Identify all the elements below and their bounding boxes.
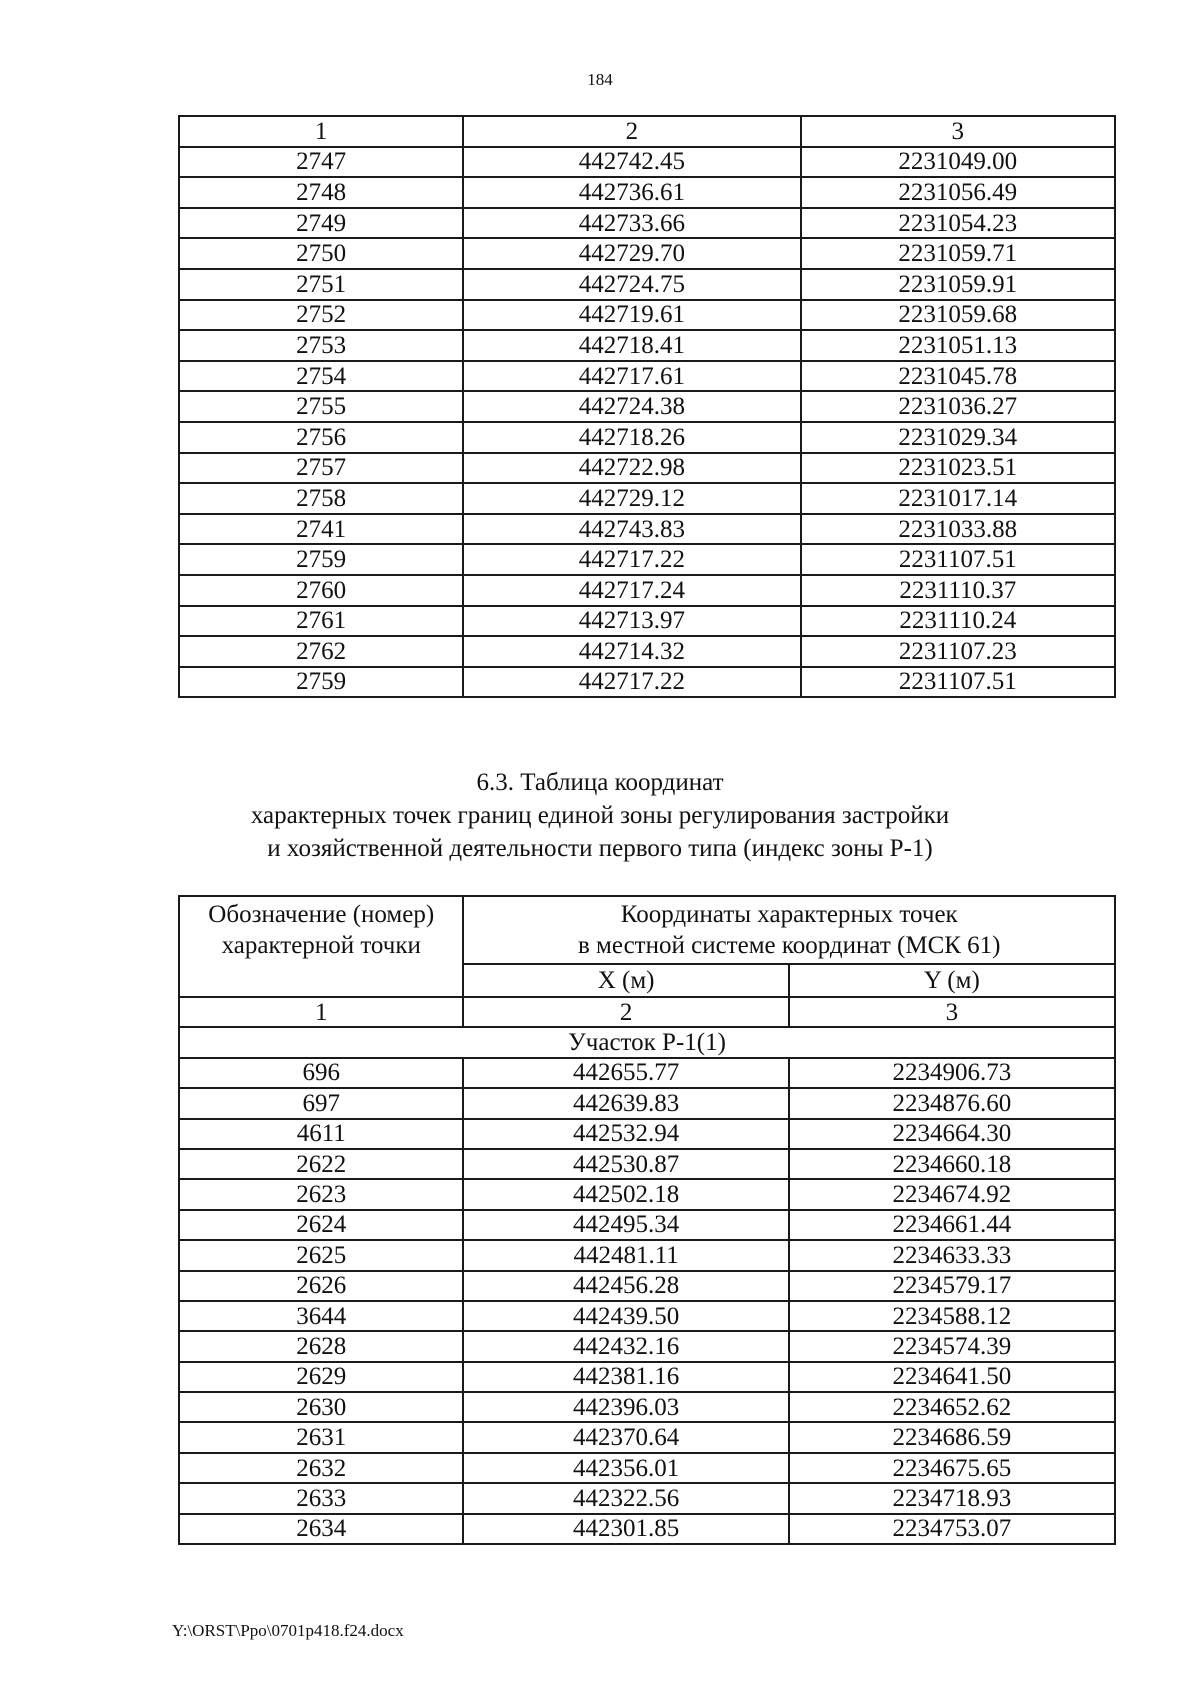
x-coordinate-cell: 442439.50 [463, 1301, 788, 1331]
table-row [179, 1453, 1115, 1483]
y-coordinate-cell: 2231059.71 [801, 238, 1115, 269]
table-row [179, 177, 1115, 208]
table-row [179, 514, 1115, 545]
x-coordinate-cell: 442743.83 [463, 514, 800, 545]
y-coordinate-cell: 2231033.88 [801, 514, 1115, 545]
table-caption-title: 6.3. Таблица координат [476, 769, 724, 796]
y-coordinate-cell: 2231059.91 [801, 269, 1115, 300]
point-number-cell: 3644 [179, 1301, 463, 1331]
x-coordinate-cell: 442356.01 [463, 1453, 788, 1483]
x-coordinate-cell: 442733.66 [463, 208, 800, 239]
x-coordinate-cell: 442722.98 [463, 453, 800, 484]
point-number-cell: 2760 [179, 575, 463, 606]
y-coordinate-cell: 2231107.51 [801, 667, 1115, 698]
point-designation-header-line: Обозначение (номер) [208, 901, 435, 928]
point-number-cell: 2759 [179, 544, 463, 575]
table-row [179, 1514, 1115, 1544]
y-coordinate-cell: 2234675.65 [789, 1453, 1115, 1483]
y-coordinate-cell: 2231059.68 [801, 300, 1115, 331]
x-coordinate-cell: 442639.83 [463, 1088, 788, 1118]
column-number-cell: 2 [463, 116, 800, 147]
table-row [179, 1179, 1115, 1209]
point-number-cell: 2626 [179, 1271, 463, 1301]
table-row [179, 330, 1115, 361]
y-coordinate-cell: 2231017.14 [801, 483, 1115, 514]
table-row [179, 269, 1115, 300]
table-row [179, 453, 1115, 484]
point-number-cell: 2741 [179, 514, 463, 545]
table-column-numbering-row [179, 997, 1115, 1027]
table-row [179, 636, 1115, 667]
x-coordinate-cell: 442717.22 [463, 667, 800, 698]
point-number-cell: 697 [179, 1088, 463, 1118]
y-coordinate-cell: 2231051.13 [801, 330, 1115, 361]
table-row [179, 208, 1115, 239]
point-number-cell: 2624 [179, 1210, 463, 1240]
section-row [179, 1027, 1115, 1057]
table-row [179, 1119, 1115, 1149]
point-number-cell: 2755 [179, 391, 463, 422]
point-number-cell: 2630 [179, 1392, 463, 1422]
y-coordinate-cell: 2231045.78 [801, 361, 1115, 392]
table-row [179, 483, 1115, 514]
point-number-cell: 2751 [179, 269, 463, 300]
table-row [179, 606, 1115, 637]
y-coordinate-cell: 2231107.51 [801, 544, 1115, 575]
y-coordinate-cell: 2234660.18 [789, 1149, 1115, 1179]
table-row [179, 361, 1115, 392]
table-row [179, 1483, 1115, 1513]
point-number-cell: 2757 [179, 453, 463, 484]
table-row [179, 1331, 1115, 1361]
x-coordinate-cell: 442719.61 [463, 300, 800, 331]
x-coordinate-cell: 442717.61 [463, 361, 800, 392]
table-row [179, 544, 1115, 575]
x-coordinate-cell: 442301.85 [463, 1514, 788, 1544]
point-number-cell: 2747 [179, 147, 463, 178]
x-coordinate-cell: 442729.70 [463, 238, 800, 269]
point-number-cell: 2633 [179, 1483, 463, 1513]
point-number-cell: 2749 [179, 208, 463, 239]
point-number-cell: 2752 [179, 300, 463, 331]
page-number: 184 [587, 70, 613, 89]
y-coordinate-cell: 2231056.49 [801, 177, 1115, 208]
table-row [179, 1149, 1115, 1179]
y-coordinate-cell: 2231107.23 [801, 636, 1115, 667]
x-coordinate-cell: 442718.26 [463, 422, 800, 453]
y-coordinate-cell: 2231110.24 [801, 606, 1115, 637]
y-coordinate-cell: 2231054.23 [801, 208, 1115, 239]
point-number-cell: 4611 [179, 1119, 463, 1149]
point-designation-header [179, 896, 463, 997]
point-number-cell: 2622 [179, 1149, 463, 1179]
table-row [179, 1058, 1115, 1088]
point-number-cell: 2628 [179, 1331, 463, 1361]
table-row [179, 1271, 1115, 1301]
y-coordinate-cell: 2234906.73 [789, 1058, 1115, 1088]
x-coordinate-cell: 442530.87 [463, 1149, 788, 1179]
table-caption-line: и хозяйственной деятельности первого типа (индекс зоны Р-1) [267, 835, 933, 862]
table-row [179, 391, 1115, 422]
y-coordinate-cell: 2234664.30 [789, 1119, 1115, 1149]
y-coordinate-cell: 2234753.07 [789, 1514, 1115, 1544]
point-designation-header-line: характерной точки [221, 932, 421, 959]
table-caption-line: характерных точек границ единой зоны регулирования застройки [250, 802, 950, 829]
zone-p1-coordinates-table [178, 895, 1116, 1545]
y-coordinate-cell: 2231049.00 [801, 147, 1115, 178]
table-row [179, 1088, 1115, 1118]
y-coordinate-cell: 2234661.44 [789, 1210, 1115, 1240]
y-coordinate-cell: 2234574.39 [789, 1331, 1115, 1361]
point-number-cell: 2761 [179, 606, 463, 637]
y-coordinate-cell: 2231036.27 [801, 391, 1115, 422]
point-number-cell: 2625 [179, 1240, 463, 1270]
x-coordinate-cell: 442717.24 [463, 575, 800, 606]
coordinates-table-continued-body [179, 116, 1115, 697]
y-coordinate-cell: 2234686.59 [789, 1422, 1115, 1452]
x-coordinate-cell: 442713.97 [463, 606, 800, 637]
table-row [179, 1210, 1115, 1240]
y-coordinate-cell: 2231110.37 [801, 575, 1115, 606]
x-coordinate-cell: 442724.38 [463, 391, 800, 422]
x-coordinate-cell: 442724.75 [463, 269, 800, 300]
x-coordinate-cell: 442370.64 [463, 1422, 788, 1452]
table-row [179, 1392, 1115, 1422]
y-coordinate-cell: 2234876.60 [789, 1088, 1115, 1118]
point-number-cell: 2762 [179, 636, 463, 667]
table-row [179, 1362, 1115, 1392]
y-coordinate-cell: 2234674.92 [789, 1179, 1115, 1209]
x-coordinate-cell: 442532.94 [463, 1119, 788, 1149]
table-row [179, 147, 1115, 178]
point-number-cell: 2632 [179, 1453, 463, 1483]
x-coordinate-cell: 442717.22 [463, 544, 800, 575]
table-row [179, 300, 1115, 331]
coordinates-header-line: в местной системе координат (МСК 61) [577, 932, 1001, 959]
x-coordinate-header: X (м) [463, 964, 788, 997]
coordinates-header-line: Координаты характерных точек [620, 901, 958, 928]
y-coordinate-cell: 2234633.33 [789, 1240, 1115, 1270]
footer-file-path: Y:\ORST\Ppo\0701p418.f24.docx [172, 1621, 404, 1640]
table-caption [0, 766, 1200, 865]
table-row [179, 575, 1115, 606]
column-number-cell: 1 [179, 997, 463, 1027]
y-coordinate-cell: 2234718.93 [789, 1483, 1115, 1513]
table-row [179, 1422, 1115, 1452]
x-coordinate-cell: 442718.41 [463, 330, 800, 361]
x-coordinate-cell: 442322.56 [463, 1483, 788, 1513]
point-number-cell: 2758 [179, 483, 463, 514]
column-number-cell: 1 [179, 116, 463, 147]
column-number-cell: 3 [789, 997, 1115, 1027]
y-coordinate-cell: 2231029.34 [801, 422, 1115, 453]
table-row [179, 238, 1115, 269]
x-coordinate-cell: 442729.12 [463, 483, 800, 514]
point-number-cell: 2623 [179, 1179, 463, 1209]
point-number-cell: 2634 [179, 1514, 463, 1544]
table-row [179, 1301, 1115, 1331]
point-number-cell: 2756 [179, 422, 463, 453]
table-row [179, 1240, 1115, 1270]
x-coordinate-cell: 442381.16 [463, 1362, 788, 1392]
y-coordinate-cell: 2234588.12 [789, 1301, 1115, 1331]
y-coordinate-cell: 2234579.17 [789, 1271, 1115, 1301]
x-coordinate-cell: 442456.28 [463, 1271, 788, 1301]
zone-p1-coordinates-table-body [179, 896, 1115, 1544]
x-coordinate-cell: 442495.34 [463, 1210, 788, 1240]
column-number-cell: 2 [463, 997, 788, 1027]
coordinates-table-continued [178, 115, 1116, 698]
coordinates-header [463, 896, 1115, 964]
x-coordinate-cell: 442742.45 [463, 147, 800, 178]
y-coordinate-cell: 2231023.51 [801, 453, 1115, 484]
x-coordinate-cell: 442396.03 [463, 1392, 788, 1422]
section-label: Участок Р-1(1) [179, 1027, 1115, 1057]
x-coordinate-cell: 442714.32 [463, 636, 800, 667]
table-column-numbering-row [179, 116, 1115, 147]
x-coordinate-cell: 442502.18 [463, 1179, 788, 1209]
table-row [179, 422, 1115, 453]
y-coordinate-cell: 2234641.50 [789, 1362, 1115, 1392]
point-number-cell: 2631 [179, 1422, 463, 1452]
point-number-cell: 2754 [179, 361, 463, 392]
table-header-row [179, 896, 1115, 964]
point-number-cell: 2748 [179, 177, 463, 208]
table-row [179, 667, 1115, 698]
x-coordinate-cell: 442655.77 [463, 1058, 788, 1088]
x-coordinate-cell: 442432.16 [463, 1331, 788, 1361]
y-coordinate-cell: 2234652.62 [789, 1392, 1115, 1422]
point-number-cell: 2750 [179, 238, 463, 269]
y-coordinate-header: Y (м) [789, 964, 1115, 997]
x-coordinate-cell: 442481.11 [463, 1240, 788, 1270]
point-number-cell: 2753 [179, 330, 463, 361]
column-number-cell: 3 [801, 116, 1115, 147]
point-number-cell: 696 [179, 1058, 463, 1088]
point-number-cell: 2629 [179, 1362, 463, 1392]
x-coordinate-cell: 442736.61 [463, 177, 800, 208]
point-number-cell: 2759 [179, 667, 463, 698]
